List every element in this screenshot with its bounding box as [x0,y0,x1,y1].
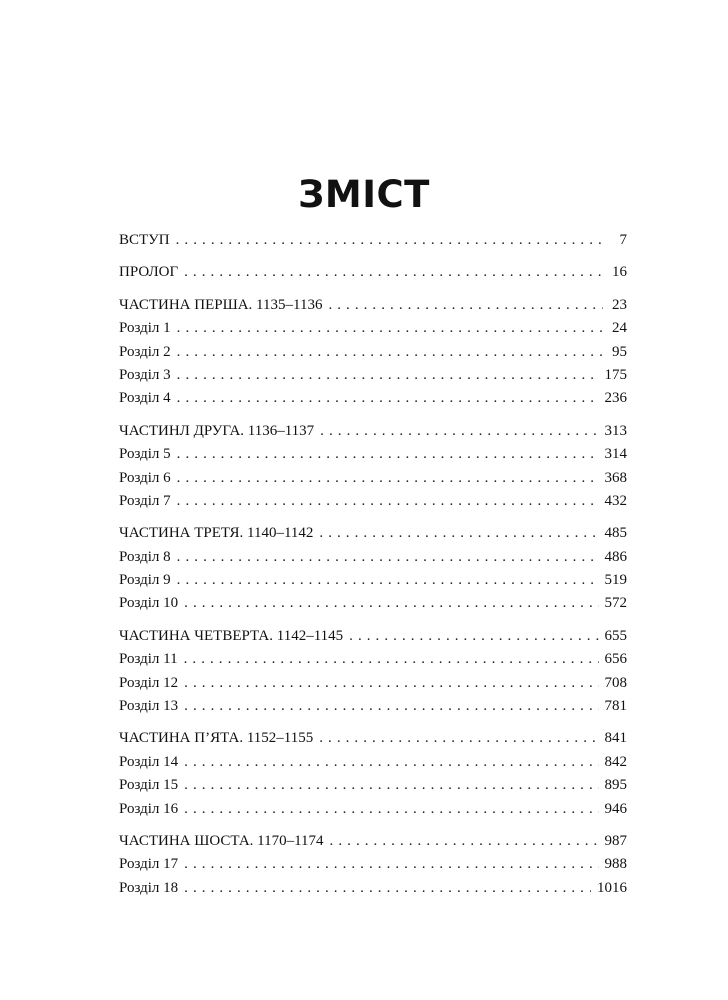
dot-leader [184,672,598,695]
toc-entry [119,727,627,750]
dot-leader [319,727,598,750]
toc-entry-page-number: 1016 [597,879,627,896]
toc-entry-page-number: 314 [604,446,627,463]
toc-entry-label: Розділ 12 [119,674,179,691]
toc-entry-page-number: 486 [604,548,627,565]
dot-leader [177,467,599,490]
toc-entry-label: Розділ 10 [119,595,179,612]
toc-section [119,522,627,616]
toc-section [119,229,627,252]
toc-entry [119,625,627,648]
toc-entry [119,695,627,718]
toc-entry [119,830,627,853]
dot-leader [177,341,603,364]
toc-entry-label: Розділ 3 [119,366,171,383]
toc-entry-label: ЧАСТИНА ПЕРША. 1135–1136 [119,296,323,313]
toc-entry-label: Розділ 18 [119,879,179,896]
toc-entry-label: Розділ 6 [119,469,171,486]
toc-entry [119,443,627,466]
toc-entry-label: Розділ 13 [119,698,179,715]
toc-entry-page-number: 16 [612,264,627,281]
toc-entry [119,672,627,695]
toc-entry [119,341,627,364]
toc-entry-label: Розділ 4 [119,390,171,407]
toc-entry-page-number: 781 [604,698,627,715]
toc-entry [119,261,627,284]
dot-leader [184,774,598,797]
toc-entry-page-number: 655 [604,627,627,644]
toc-entry-page-number: 313 [604,422,627,439]
toc-entry-label: Розділ 2 [119,343,171,360]
toc-entry-label: Розділ 17 [119,856,179,873]
toc-entry [119,364,627,387]
toc-entry [119,648,627,671]
toc-entry-label: ЧАСТИНА ЧЕТВЕРТА. 1142–1145 [119,627,344,644]
toc-entry-page-number: 368 [604,469,627,486]
dot-leader [330,830,599,853]
toc-entry-page-number: 572 [604,595,627,612]
dot-leader [320,420,598,443]
dot-leader [184,877,591,900]
toc-entry-page-number: 23 [612,296,627,313]
toc-entry [119,420,627,443]
toc-entry-label: Розділ 9 [119,572,171,589]
toc-entry-label: Розділ 15 [119,777,179,794]
toc-entry-page-number: 895 [604,777,627,794]
toc-entry-label: ЧАСТИНА ШОСТА. 1170–1174 [119,832,324,849]
dot-leader [184,695,598,718]
dot-leader [177,546,599,569]
dot-leader [184,798,598,821]
toc-entry [119,751,627,774]
dot-leader [349,625,598,648]
toc-entry-label: Розділ 8 [119,548,171,565]
toc-section [119,625,627,719]
toc-entry-page-number: 519 [604,572,627,589]
dot-leader [176,229,603,252]
dot-leader [184,853,598,876]
toc-entry-label: ВСТУП [119,232,170,248]
toc-entry [119,294,627,317]
toc-entry [119,490,627,513]
toc-entry-label: ПРОЛОГ [119,264,179,281]
toc-entry [119,774,627,797]
toc-entry-page-number: 987 [604,832,627,849]
dot-leader [177,317,603,340]
toc-entry-page-number: 175 [604,366,627,383]
toc-entry-page-number: 708 [604,674,627,691]
table-of-contents [119,229,627,900]
toc-entry-label: Розділ 16 [119,800,179,817]
toc-entry [119,546,627,569]
toc-entry-page-number: 7 [619,232,627,248]
toc-entry-label: ЧАСТИНЛ ДРУГА. 1136–1137 [119,422,315,439]
toc-entry-label: Розділ 1 [119,320,171,337]
toc-entry [119,467,627,490]
dot-leader [177,387,599,410]
dot-leader [328,294,603,317]
toc-entry [119,592,627,615]
toc-section [119,727,627,821]
toc-entry [119,877,627,900]
page-title: ЗМІСТ [298,172,430,216]
dot-leader [184,592,598,615]
dot-leader [184,261,603,284]
toc-entry-label: Розділ 11 [119,651,178,668]
toc-entry [119,569,627,592]
toc-section [119,294,627,411]
dot-leader [184,648,599,671]
toc-entry-label: Розділ 14 [119,753,179,770]
toc-entry-page-number: 656 [604,651,627,668]
dot-leader [319,522,598,545]
dot-leader [177,569,599,592]
toc-section [119,420,627,514]
toc-entry-page-number: 236 [604,390,627,407]
toc-section [119,830,627,900]
toc-entry-page-number: 946 [604,800,627,817]
toc-entry [119,229,627,252]
dot-leader [184,751,598,774]
toc-entry-page-number: 95 [612,343,627,360]
dot-leader [177,443,599,466]
toc-entry [119,853,627,876]
toc-entry [119,387,627,410]
toc-entry-page-number: 432 [604,492,627,509]
toc-entry [119,798,627,821]
dot-leader [177,490,599,513]
toc-section [119,261,627,284]
toc-entry [119,317,627,340]
toc-entry [119,522,627,545]
toc-entry-label: Розділ 7 [119,492,171,509]
toc-entry-page-number: 841 [604,730,627,747]
dot-leader [177,364,599,387]
toc-entry-label: ЧАСТИНА П’ЯТА. 1152–1155 [119,730,314,747]
toc-entry-label: ЧАСТИНА ТРЕТЯ. 1140–1142 [119,525,314,542]
toc-entry-page-number: 485 [604,525,627,542]
toc-entry-page-number: 24 [612,320,627,337]
toc-entry-page-number: 988 [604,856,627,873]
toc-entry-page-number: 842 [604,753,627,770]
toc-entry-label: Розділ 5 [119,446,171,463]
